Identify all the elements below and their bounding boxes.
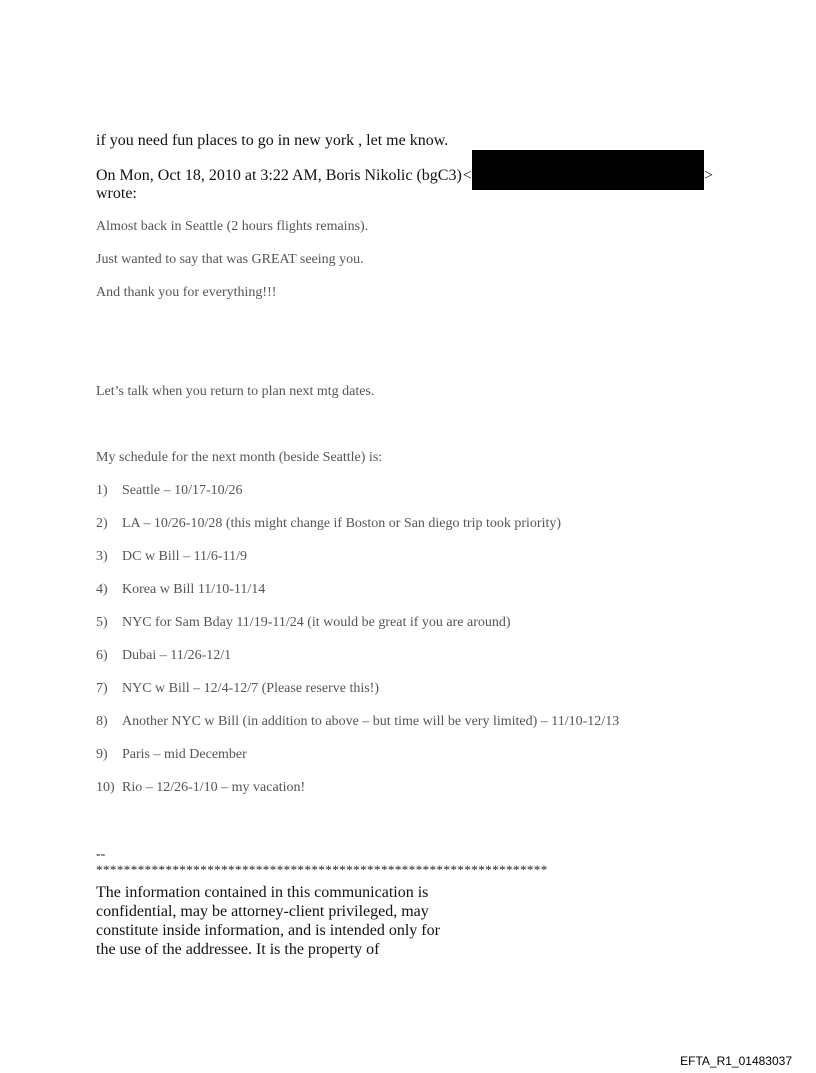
schedule-item-number: 6) <box>96 648 108 663</box>
schedule-item <box>96 482 243 500</box>
schedule-item-text: DC w Bill – 11/6-11/9 <box>122 549 247 564</box>
schedule-item <box>96 548 247 566</box>
attribution-line <box>96 166 472 186</box>
email-open-bracket: < <box>462 167 472 184</box>
attribution-wrote: wrote: <box>96 185 137 202</box>
schedule-item <box>96 515 561 533</box>
schedule-item-number: 8) <box>96 714 108 729</box>
attribution-sender: On Mon, Oct 18, 2010 at 3:22 AM, Boris Nikolic (bgC3) <box>96 167 462 184</box>
signature-asterisk-rule: ***************************************************************** <box>96 862 548 877</box>
schedule-item-text: NYC w Bill – 12/4-12/7 (Please reserve this!) <box>122 681 380 696</box>
quoted-paragraph-1: Almost back in Seattle (2 hours flights remains). <box>96 219 369 234</box>
quoted-paragraph-4: Let’s talk when you return to plan next mtg dates. <box>96 384 375 399</box>
schedule-item-number: 3) <box>96 549 108 564</box>
schedule-item-text: LA – 10/26-10/28 (this might change if Boston or San diego trip took priority) <box>122 516 562 531</box>
schedule-item <box>96 581 265 599</box>
schedule-item-number: 5) <box>96 615 108 630</box>
schedule-item-number: 4) <box>96 582 108 597</box>
schedule-item <box>96 680 379 698</box>
redaction-box <box>472 150 704 190</box>
schedule-item-text: Another NYC w Bill (in addition to above – but time will be very limited) – 11/10-12/13 <box>122 714 620 729</box>
schedule-item-number: 2) <box>96 516 108 531</box>
schedule-item-text: NYC for Sam Bday 11/19-11/24 (it would be great if you are around) <box>122 615 511 630</box>
schedule-item <box>96 647 231 665</box>
quoted-paragraph-2: Just wanted to say that was GREAT seeing you. <box>96 252 364 267</box>
schedule-item-number: 7) <box>96 681 108 696</box>
schedule-item <box>96 746 247 764</box>
schedule-item <box>96 779 305 797</box>
schedule-item-number: 10) <box>96 780 115 795</box>
signature-separator: -- <box>96 847 106 862</box>
disclaimer-line: the use of the addressee. It is the property of <box>96 941 380 958</box>
disclaimer-line: The information contained in this communication is <box>96 884 429 901</box>
schedule-item-text: Korea w Bill 11/10-11/14 <box>122 582 266 597</box>
disclaimer-line: constitute inside information, and is intended only for <box>96 922 440 939</box>
schedule-item-number: 9) <box>96 747 108 762</box>
schedule-item-text: Paris – mid December <box>122 747 247 762</box>
quoted-paragraph-3: And thank you for everything!!! <box>96 285 277 300</box>
schedule-item-text: Rio – 12/26-1/10 – my vacation! <box>122 780 306 795</box>
email-close-bracket: > <box>704 167 714 184</box>
disclaimer-line: confidential, may be attorney-client privileged, may <box>96 903 429 920</box>
schedule-item <box>96 713 619 731</box>
schedule-item-text: Seattle – 10/17-10/26 <box>122 483 243 498</box>
document-bates-id: EFTA_R1_01483037 <box>680 1054 792 1068</box>
schedule-item-text: Dubai – 11/26-12/1 <box>122 648 232 663</box>
reply-message: if you need fun places to go in new york , let me know. <box>96 132 449 149</box>
schedule-item <box>96 614 511 632</box>
schedule-item-number: 1) <box>96 483 108 498</box>
quoted-paragraph-5: My schedule for the next month (beside Seattle) is: <box>96 450 383 465</box>
